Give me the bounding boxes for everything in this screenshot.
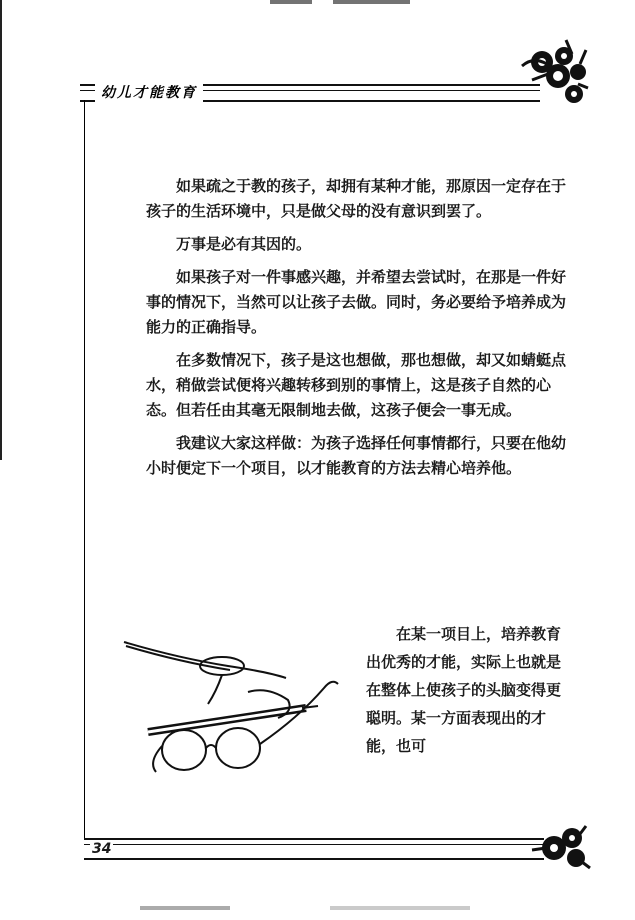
paragraph-3: 如果孩子对一件事感兴趣，并希望去尝试时，在那是一件好事的情况下，当然可以让孩子去做。同时，务必要给予培养成为能力的正确指导。 [146, 268, 567, 336]
footer-rule [84, 838, 544, 840]
paragraph-1: 如果疏之于教的孩子，却拥有某种才能，那原因一定存在于孩子的生活环境中，只是做父母的没有意识到罢了。 [146, 177, 567, 220]
scan-artifact-bottom [140, 906, 230, 910]
running-head: 幼儿才能教育 [95, 83, 203, 103]
spectacles-pen-illustration [118, 622, 358, 778]
paragraph-6: 在某一项目上，培养教育出优秀的才能，实际上也就是在整体上使孩子的头脑变得更聪明。某一方面表现出的才能，也可 [366, 625, 562, 755]
paragraph-5: 我建议大家这样做：为孩子选择任何事情都行，只要在他幼小时便定下一个项目，以才能教育的方法去精心培养他。 [146, 434, 567, 477]
paragraph-2: 万事是必有其因的。 [176, 235, 312, 253]
footer-rule [84, 858, 544, 860]
page-number: 34 [92, 841, 112, 857]
footer-rule [84, 844, 544, 845]
page-spine-edge [0, 0, 2, 460]
page-frame-line [84, 100, 85, 840]
paragraph-4: 在多数情况下，孩子是这也想做，那也想做，却又如蜻蜓点水，稍做尝试便将兴趣转移到别的事情上，这是孩子自然的心态。但若任由其毫无限制地去做，这孩子便会一事无成。 [146, 351, 567, 419]
body-text [146, 174, 566, 489]
scan-artifact-top [270, 0, 410, 4]
flower-decoration-top-icon [512, 32, 596, 110]
flower-decoration-bottom-icon [528, 818, 596, 874]
scan-artifact-bottom [330, 906, 470, 910]
